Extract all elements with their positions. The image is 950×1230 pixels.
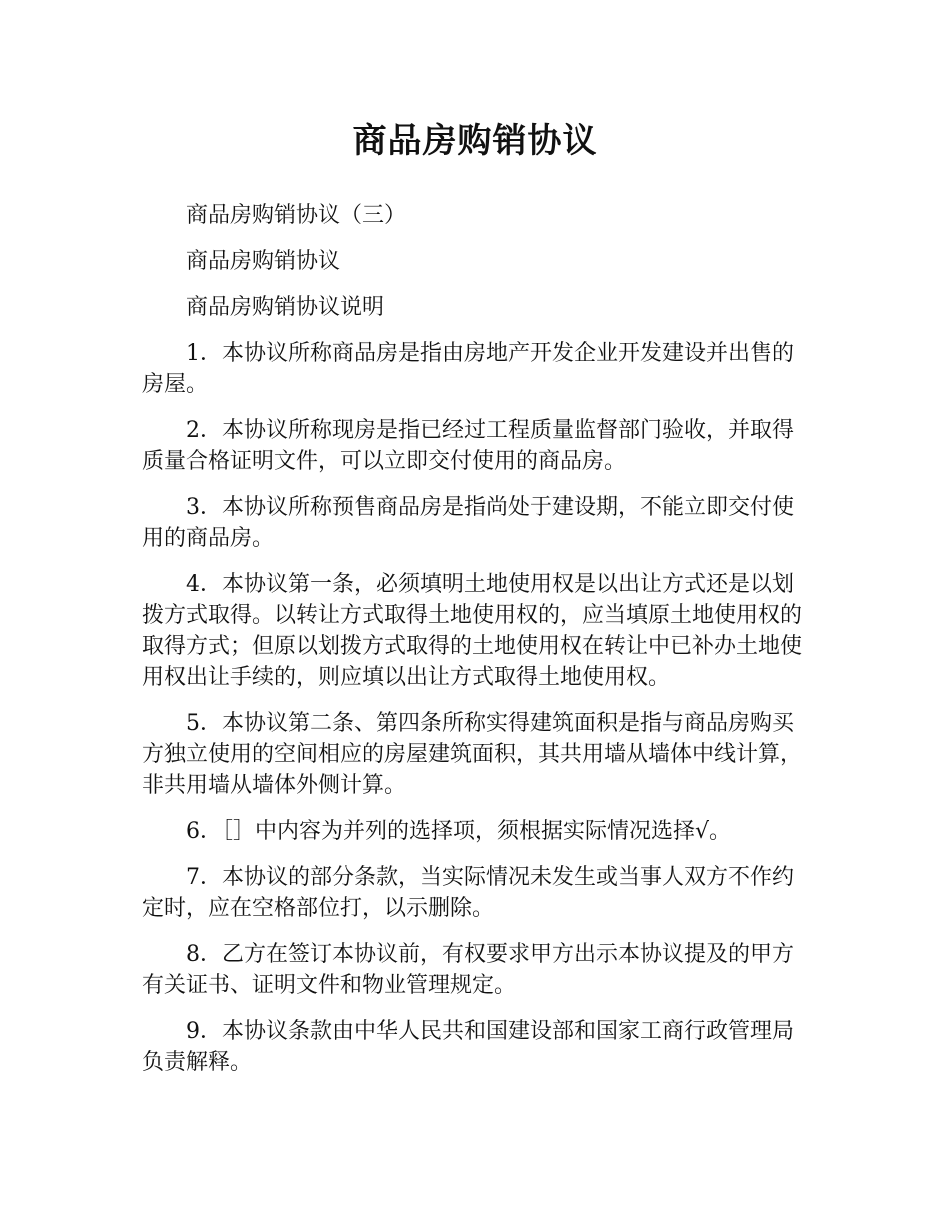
paragraph: 5．本协议第二条、第四条所称实得建筑面积是指与商品房购买方独立使用的空间相应的房屋建筑面积，其共用墙从墙体中线计算，非共用墙从墙体外侧计算。 <box>142 711 803 798</box>
paragraph: 商品房购销协议说明 <box>186 295 385 320</box>
paragraph: 商品房购销协议 <box>186 249 341 274</box>
paragraph: 2．本协议所称现房是指已经过工程质量监督部门验收，并取得质量合格证明文件，可以立即交付使用的商品房。 <box>142 418 794 474</box>
paragraph: 7．本协议的部分条款，当实际情况未发生或当事人双方不作约定时，应在空格部位打，以示删除。 <box>142 865 794 921</box>
paragraph: 6．［］中内容为并列的选择项，须根据实际情况选择√。 <box>186 819 732 844</box>
paragraph: 商品房购销协议（三） <box>186 203 407 228</box>
document-body <box>142 200 812 1093</box>
paragraph: 4．本协议第一条，必须填明土地使用权是以出让方式还是以划拨方式取得。以转让方式取得土地使用权的，应当填原土地使用权的取得方式；但原以划拨方式取得的土地使用权在转让中已补办土地使用权出让手续的，则应填以出让方式取得土地使用权。 <box>142 572 803 690</box>
paragraph: 8．乙方在签订本协议前，有权要求甲方出示本协议提及的甲方有关证书、证明文件和物业管理规定。 <box>142 942 794 998</box>
paragraph: 9．本协议条款由中华人民共和国建设部和国家工商行政管理局负责解释。 <box>142 1019 794 1075</box>
paragraph: 1．本协议所称商品房是指由房地产开发企业开发建设并出售的房屋。 <box>142 341 794 397</box>
paragraph: 3．本协议所称预售商品房是指尚处于建设期，不能立即交付使用的商品房。 <box>142 495 794 551</box>
document-title: 商品房购销协议 <box>352 121 598 161</box>
